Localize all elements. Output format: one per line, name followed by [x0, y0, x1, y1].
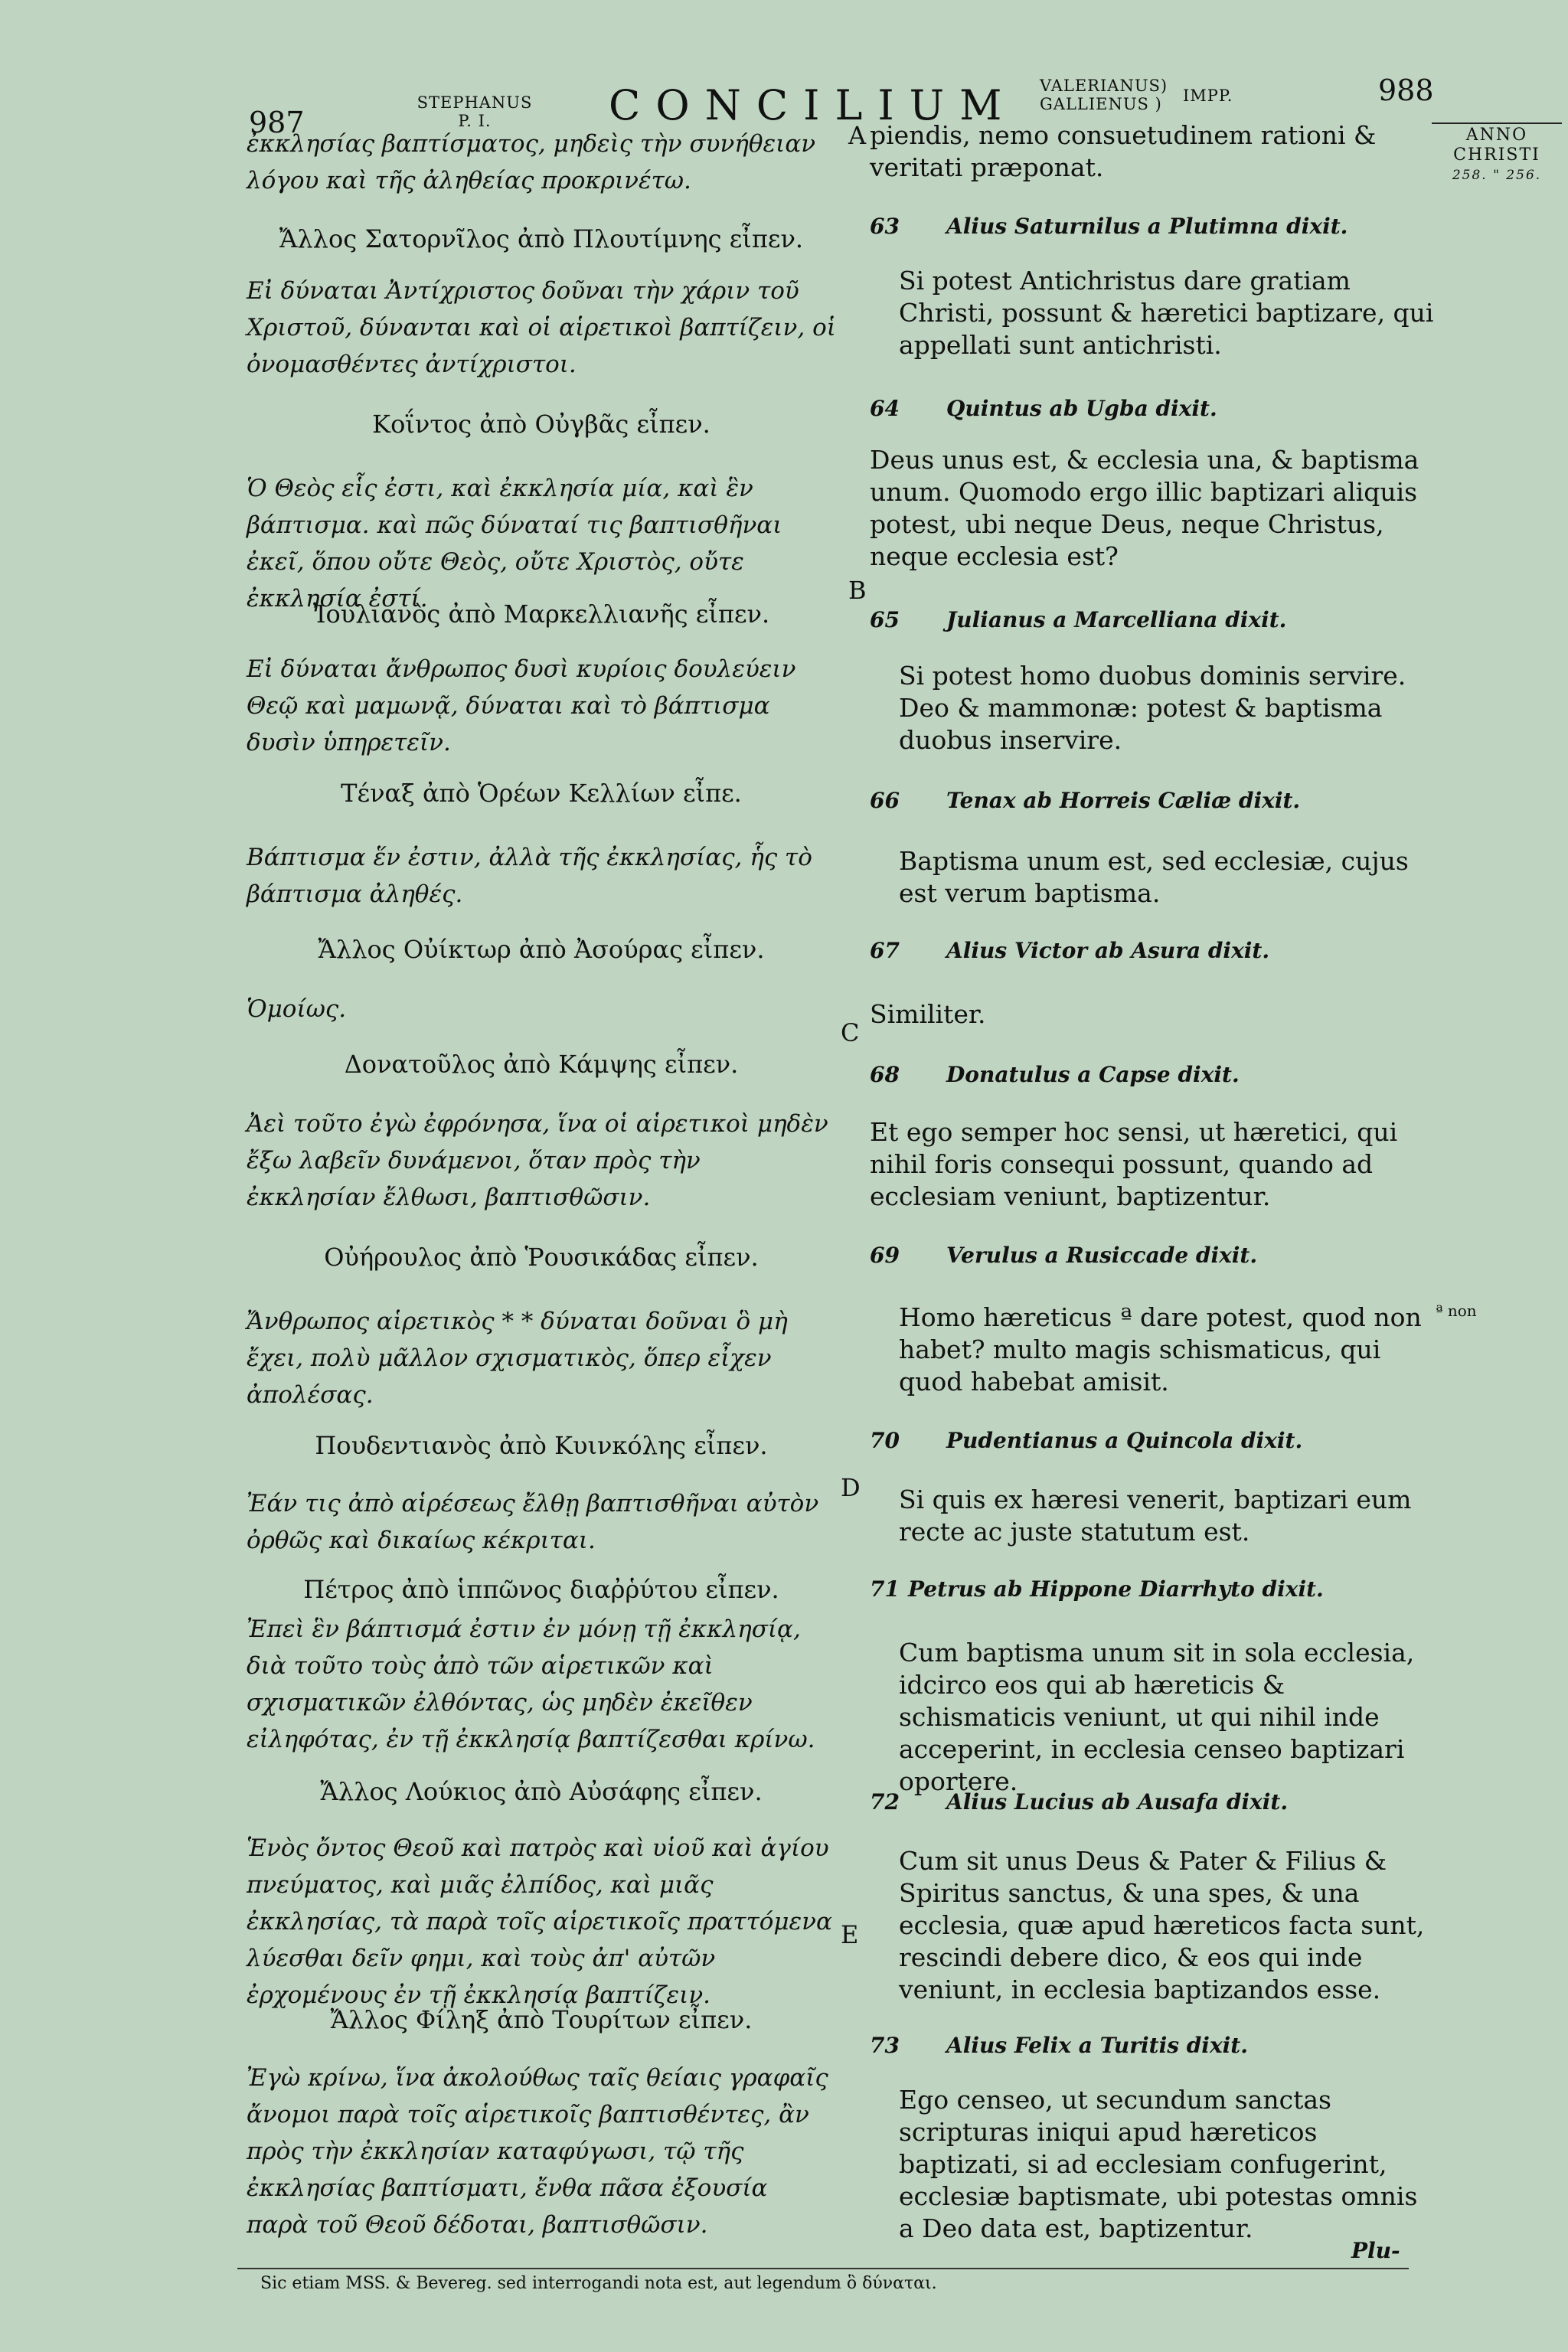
running-head-emperor-2: GALLIENUS ) [1040, 95, 1162, 113]
latin-heading-text-65: Julianus a Marcelliana dixit. [946, 607, 1287, 632]
latin-heading-text-66: Tenax ab Horreis Cæliæ dixit. [946, 788, 1301, 813]
latin-text-65: Si potest homo duobus dominis servire. Deo & mammonæ: potest & baptisma duobus inservire. [899, 661, 1406, 755]
margin-letter-c: C [841, 1018, 860, 1047]
running-head-impp: IMPP. [1183, 87, 1233, 105]
greek-heading-67: Ἄλλος Οὐίκτωρ ἀπὸ Ἀσούρας εἶπεν. [318, 935, 765, 964]
greek-continuation: ἐκκλησίας βαπτίσματος, μηδεὶς τὴν συνήθειαν λόγου καὶ τῆς ἀληθείας προκρινέτω. [247, 130, 816, 194]
greek-text-64: Ὁ Θεὸς εἷς ἐστι, καὶ ἐκκλησία μία, καὶ ἓν βάπτισμα. καὶ πῶς δύναταί τις βαπτισθῆναι ἐκεῖ, ὅπου οὔτε Θεὸς, οὔτε Χριστὸς, οὔτε ἐκκλησία ἐστί. [247, 475, 782, 612]
greek-text-67: Ὁμοίως. [247, 995, 347, 1023]
latin-heading-64 [870, 394, 1436, 424]
footnote: Sic etiam MSS. & Bevereg. sed interrogandi nota est, aut legendum ὃ δύναται. [260, 2274, 937, 2293]
greek-text-63: Εἰ δύναται Ἀντίχριστος δοῦναι τὴν χάριν τοῦ Χριστοῦ, δύνανται καὶ οἱ αἱρετικοὶ βαπτίζειν, οἱ ὀνομασθέντες ἀντίχριστοι. [247, 277, 836, 378]
latin-heading-text-72: Alius Lucius ab Ausafa dixit. [946, 1789, 1289, 1815]
latin-heading-63 [870, 211, 1436, 242]
margin-note: ª non [1436, 1302, 1477, 1320]
latin-heading-text-68: Donatulus a Capse dixit. [946, 1062, 1240, 1087]
christi-label: CHRISTI [1453, 145, 1540, 165]
latin-heading-67 [870, 936, 1436, 966]
latin-number-66: 66 [870, 788, 900, 813]
latin-number-64: 64 [870, 396, 900, 421]
latin-continuation: piendis, nemo consuetudinem rationi & veritati præponat. [870, 120, 1377, 182]
latin-number-72: 72 [870, 1789, 900, 1815]
greek-heading-70: Πουδεντιανὸς ἀπὸ Κυινκόλης εἶπεν. [315, 1431, 768, 1460]
greek-text-69: Ἄνθρωπος αἱρετικὸς * * δύναται δοῦναι ὃ μὴ ἔχει, πολὺ μᾶλλον σχισματικὸς, ὅπερ εἶχεν ἀπολέσας. [247, 1308, 788, 1409]
latin-number-65: 65 [870, 607, 900, 632]
greek-heading-71: Πέτρος ἀπὸ ἱππῶνος διαῤῥύτου εἶπεν. [303, 1575, 779, 1604]
catchword: Plu- [1351, 2238, 1400, 2263]
running-head-left [398, 93, 551, 130]
running-head-pope-no: P. I. [458, 112, 492, 130]
running-head-pope: STEPHANUS [416, 93, 533, 112]
latin-heading-65 [870, 605, 1436, 635]
greek-text-73: Ἐγὼ κρίνω, ἵνα ἀκολούθως ταῖς θείαις γραφαῖς ἄνομοι παρὰ τοῖς αἱρετικοῖς βαπτισθέντες, ἂν πρὸς τὴν ἐκκλησίαν καταφύγωσι, τῷ τῆς ἐκκλησίας βαπτίσματι, ἔνθα πᾶσα ἐξουσία παρὰ τοῦ Θεοῦ δέδοται, βαπτισθῶσιν. [247, 2064, 828, 2239]
latin-text-66: Baptisma unum est, sed ecclesiæ, cujus est verum baptisma. [899, 846, 1409, 908]
margin-letter-b: B [848, 576, 867, 605]
anno-label: ANNO [1465, 126, 1528, 145]
anno-christi-box [1432, 121, 1562, 185]
running-head-emperor-1: VALERIANUS) [1040, 77, 1168, 95]
latin-number-73: 73 [870, 2033, 900, 2058]
greek-heading-72: Ἄλλος Λούκιος ἀπὸ Αὐσάφης εἶπεν. [320, 1777, 763, 1806]
latin-heading-70 [870, 1426, 1436, 1456]
greek-text-71: Ἐπεὶ ἓν βάπτισμά ἐστιν ἐν μόνῃ τῇ ἐκκλησίᾳ, διὰ τοῦτο τοὺς ἀπὸ τῶν αἱρετικῶν καὶ σχισματικῶν ἐλθόντας, ὡς μηδὲν ἐκεῖθεν εἰληφότας, ἐν τῇ ἐκκλησίᾳ βαπτίζεσθαι κρίνω. [247, 1615, 815, 1753]
latin-text-69: Homo hæreticus ª dare potest, quod non habet? multo magis schismaticus, qui quod habebat amisit. [899, 1302, 1422, 1396]
latin-text-70: Si quis ex hæresi venerit, baptizari eum recte ac juste statutum est. [899, 1485, 1412, 1547]
margin-letter-e: E [841, 1920, 859, 1949]
latin-text-63: Si potest Antichristus dare gratiam Christi, possunt & hæretici baptizare, qui appellati sunt antichristi. [899, 266, 1434, 360]
greek-text-65: Εἰ δύναται ἄνθρωπος δυσὶ κυρίοις δουλεύειν Θεῷ καὶ μαμωνᾷ, δύναται καὶ τὸ βάπτισμα δυσὶν ὑπηρετεῖν. [247, 655, 796, 756]
latin-heading-text-63: Alius Saturnilus a Plutimna dixit. [946, 214, 1348, 239]
latin-heading-text-67: Alius Victor ab Asura dixit. [946, 938, 1270, 963]
latin-heading-72 [870, 1787, 1436, 1818]
latin-heading-text-71: Petrus ab Hippone Diarrhyto dixit. [908, 1576, 1324, 1602]
latin-heading-69 [870, 1240, 1436, 1271]
greek-heading-64: Κοΐντος ἀπὸ Οὐγβᾶς εἶπεν. [372, 410, 710, 439]
latin-number-67: 67 [870, 938, 900, 963]
anno-rule [1432, 122, 1562, 124]
greek-heading-66: Τέναξ ἀπὸ Ὁρέων Κελλίων εἶπε. [341, 779, 742, 808]
latin-heading-text-64: Quintus ab Ugba dixit. [946, 396, 1217, 421]
greek-heading-68: Δονατοῦλος ἀπὸ Κάμψης εἶπεν. [344, 1050, 739, 1079]
greek-text-66: Βάπτισμα ἕν ἐστιν, ἀλλὰ τῆς ἐκκλησίας, ἧς τὸ βάπτισμα ἀληθές. [247, 844, 812, 908]
latin-text-73: Ego censeo, ut secundum sanctas scripturas iniqui apud hæreticos baptizati, si ad ecclesiam confugerint, ecclesiæ baptismate, ubi potestas omnis a Deo data est, baptizentur. [899, 2085, 1418, 2243]
page-title: CONCILIUM [609, 81, 1018, 129]
latin-number-68: 68 [870, 1062, 900, 1087]
latin-text-68: Et ego semper hoc sensi, ut hæretici, qui nihil foris consequi possunt, quando ad ecclesiam veniunt, baptizentur. [870, 1117, 1398, 1211]
latin-number-69: 69 [870, 1243, 900, 1268]
latin-heading-text-70: Pudentianus a Quincola dixit. [946, 1428, 1303, 1453]
greek-heading-63: Ἄλλος Σατορνῖλος ἀπὸ Πλουτίμνης εἶπεν. [279, 224, 804, 253]
page-number-left: 987 [249, 106, 305, 139]
latin-heading-68 [870, 1060, 1436, 1090]
latin-text-64: Deus unus est, & ecclesia una, & baptisma unum. Quomodo ergo illic baptizari aliquis potest, ubi neque Deus, neque Christus, neque ecclesia est? [870, 445, 1419, 571]
latin-heading-71 [870, 1574, 1436, 1605]
greek-heading-65: Ἰουλιανὸς ἀπὸ Μαρκελλιανῆς εἶπεν. [312, 599, 770, 629]
anno-years: 258. " 256. [1452, 168, 1542, 183]
margin-letter-d: D [841, 1473, 861, 1502]
latin-heading-text-73: Alius Felix a Turitis dixit. [946, 2033, 1248, 2058]
latin-number-63: 63 [870, 214, 900, 239]
greek-text-70: Ἐάν τις ἀπὸ αἱρέσεως ἔλθῃ βαπτισθῆναι αὐτὸν ὀρθῶς καὶ δικαίως κέκριται. [247, 1490, 819, 1554]
greek-heading-73: Ἄλλος Φίληξ ἀπὸ Τουρίτων εἶπεν. [330, 2005, 753, 2034]
latin-heading-73 [870, 2030, 1436, 2061]
latin-heading-text-69: Verulus a Rusiccade dixit. [946, 1243, 1258, 1268]
latin-number-71: 71 [870, 1576, 900, 1602]
latin-number-70: 70 [870, 1428, 900, 1453]
footnote-rule [237, 2268, 1409, 2269]
latin-text-67: Similiter. [870, 999, 986, 1029]
greek-heading-69: Οὐήρουλος ἀπὸ Ῥουσικάδας εἶπεν. [324, 1243, 759, 1272]
greek-text-68: Ἀεὶ τοῦτο ἐγὼ ἐφρόνησα, ἵνα οἱ αἱρετικοὶ μηδὲν ἔξω λαβεῖν δυνάμενοι, ὅταν πρὸς τὴν ἐκκλησίαν ἔλθωσι, βαπτισθῶσιν. [247, 1110, 828, 1211]
latin-heading-66 [870, 786, 1436, 816]
greek-text-72: Ἑνὸς ὄντος Θεοῦ καὶ πατρὸς καὶ υἱοῦ καὶ ἁγίου πνεύματος, καὶ μιᾶς ἐλπίδος, καὶ μιᾶς ἐκκλησίας, τὰ παρὰ τοῖς αἱρετικοῖς πραττόμενα λύεσθαι δεῖν φημι, καὶ τοὺς ἀπ' αὐτῶν ἐρχομένους ἐν τῇ ἐκκλησίᾳ βαπτίζειν. [247, 1834, 832, 2009]
latin-text-71: Cum baptisma unum sit in sola ecclesia, idcirco eos qui ab hæreticis & schismaticis veniunt, ut qui nihil inde acceperint, in ecclesia censeo baptizari oportere. [899, 1638, 1415, 1796]
page-number-right: 988 [1378, 74, 1434, 107]
margin-letter-a: A [848, 121, 867, 150]
latin-text-72: Cum sit unus Deus & Pater & Filius & Spiritus sanctus, & una spes, & una ecclesia, quæ apud hæreticos facta sunt, rescindi debere dico, & eos qui inde veniunt, in ecclesia baptizandos esse. [899, 1846, 1425, 2004]
